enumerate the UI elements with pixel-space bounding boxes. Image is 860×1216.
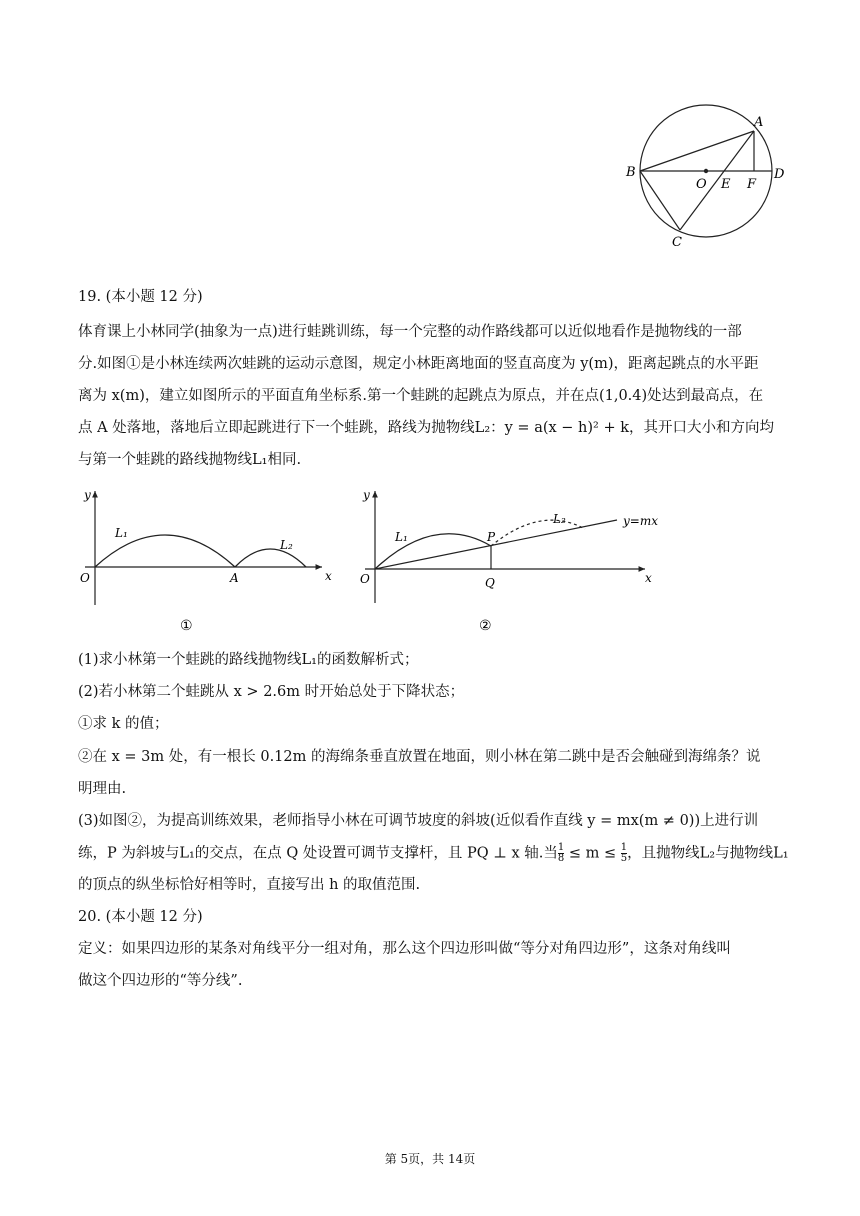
circle-figure [620,100,790,260]
q19-sub-3-line1: (3)如图②，为提高训练效果，老师指导小林在可调节坡度的斜坡(近似看作直线 y = mx(m ≠ 0))上进行训 [78,813,759,829]
fig1-label-a: A [230,571,239,585]
label-c: C [672,235,682,250]
fig1-label-l2: L₂ [280,538,293,552]
q19-sub-2b-line1: ②在 x = 3m 处，有一根长 0.12m 的海绵条垂直放置在地面，则小林在第二跳中是否会触碰到海绵条？说 [78,749,761,765]
fig2-label-line: y=mx [623,514,658,528]
q20-para-1: 定义：如果四边形的某条对角线平分一组对角，那么这个四边形叫做“等分对角四边形”，这条对角线叫 [78,941,731,957]
frac2-num: 1 [620,842,628,853]
q19-sub-3-line3: 的顶点的纵坐标恰好相等时，直接写出 h 的取值范围. [78,877,421,893]
figure-2 [345,485,665,635]
label-a: A [754,115,764,130]
q19-sub-3-text-post: ，且抛物线L₂与抛物线L₁ [627,845,789,862]
frac1-num: 1 [557,842,565,853]
q20-heading: 20. (本小题 12 分) [78,909,203,925]
label-d: D [774,167,785,182]
fig2-label-y: y [363,488,370,502]
chord-ba [640,131,754,171]
q19-para-3: 离为 x(m)，建立如图所示的平面直角坐标系.第一个蛙跳的起跳点为原点，并在点(1,0.4)处达到最高点，在 [78,388,764,404]
fig2-label-p: P [487,530,496,544]
chord-ca [680,131,754,230]
q19-sub-1: (1)求小林第一个蛙跳的路线抛物线L₁的函数解析式； [78,652,419,668]
q19-sub-2b-line2: 明理由. [78,781,127,797]
q19-para-5: 与第一个蛙跳的路线抛物线L₁相同. [78,452,302,468]
q19-sub-3-line2 [78,843,789,864]
fig2-label-q: Q [485,576,495,590]
fig1-label-x: x [325,569,332,583]
fig1-label-o: O [80,571,90,585]
frac1-den: 8 [557,853,565,864]
fig2-label-x: x [645,571,652,585]
label-o: O [696,177,707,192]
fig2-label-o: O [360,572,370,586]
q19-sub-3-text-mid: ≤ m ≤ [564,845,621,862]
fig1-label-y: y [84,488,91,502]
q20-para-2: 做这个四边形的“等分线”. [78,973,243,989]
label-b: B [626,165,636,180]
fig2-parabola-l1 [375,534,491,569]
page-footer: 第 5页，共 14页 [384,1152,476,1166]
chord-bc [640,171,680,230]
fig2-label-l1: L₁ [395,530,408,544]
fig2-caption: ② [479,618,492,634]
label-e: E [721,177,731,192]
fig2-label-l2: L₂ [553,512,566,526]
q19-heading: 19. (本小题 12 分) [78,289,203,305]
fig1-caption: ① [180,618,193,634]
figure-1 [70,485,350,635]
q19-sub-3-text-pre: 练，P 为斜坡与L₁的交点，在点 Q 处设置可调节支撑杆，且 PQ ⊥ x 轴.当 [78,845,558,862]
q19-sub-2: (2)若小林第二个蛙跳从 x > 2.6m 时开始总处于下降状态； [78,684,465,700]
q19-sub-2a: ①求 k 的值； [78,716,169,732]
q19-para-2: 分.如图①是小林连续两次蛙跳的运动示意图，规定小林距离地面的竖直高度为 y(m)，距离起跳点的水平距 [78,356,759,372]
fig1-parabola-l2 [235,549,306,567]
frac2-den: 5 [620,853,628,864]
label-f: F [747,177,757,192]
q19-para-1: 体育课上小林同学(抽象为一点)进行蛙跳训练，每一个完整的动作路线都可以近似地看作是抛物线的一部 [78,324,742,340]
fig1-label-l1: L₁ [115,526,128,540]
q19-para-4: 点 A 处落地，落地后立即起跳进行下一个蛙跳，路线为抛物线L₂：y = a(x − h)² + k，其开口大小和方向均 [78,420,774,436]
center-dot [704,169,708,173]
